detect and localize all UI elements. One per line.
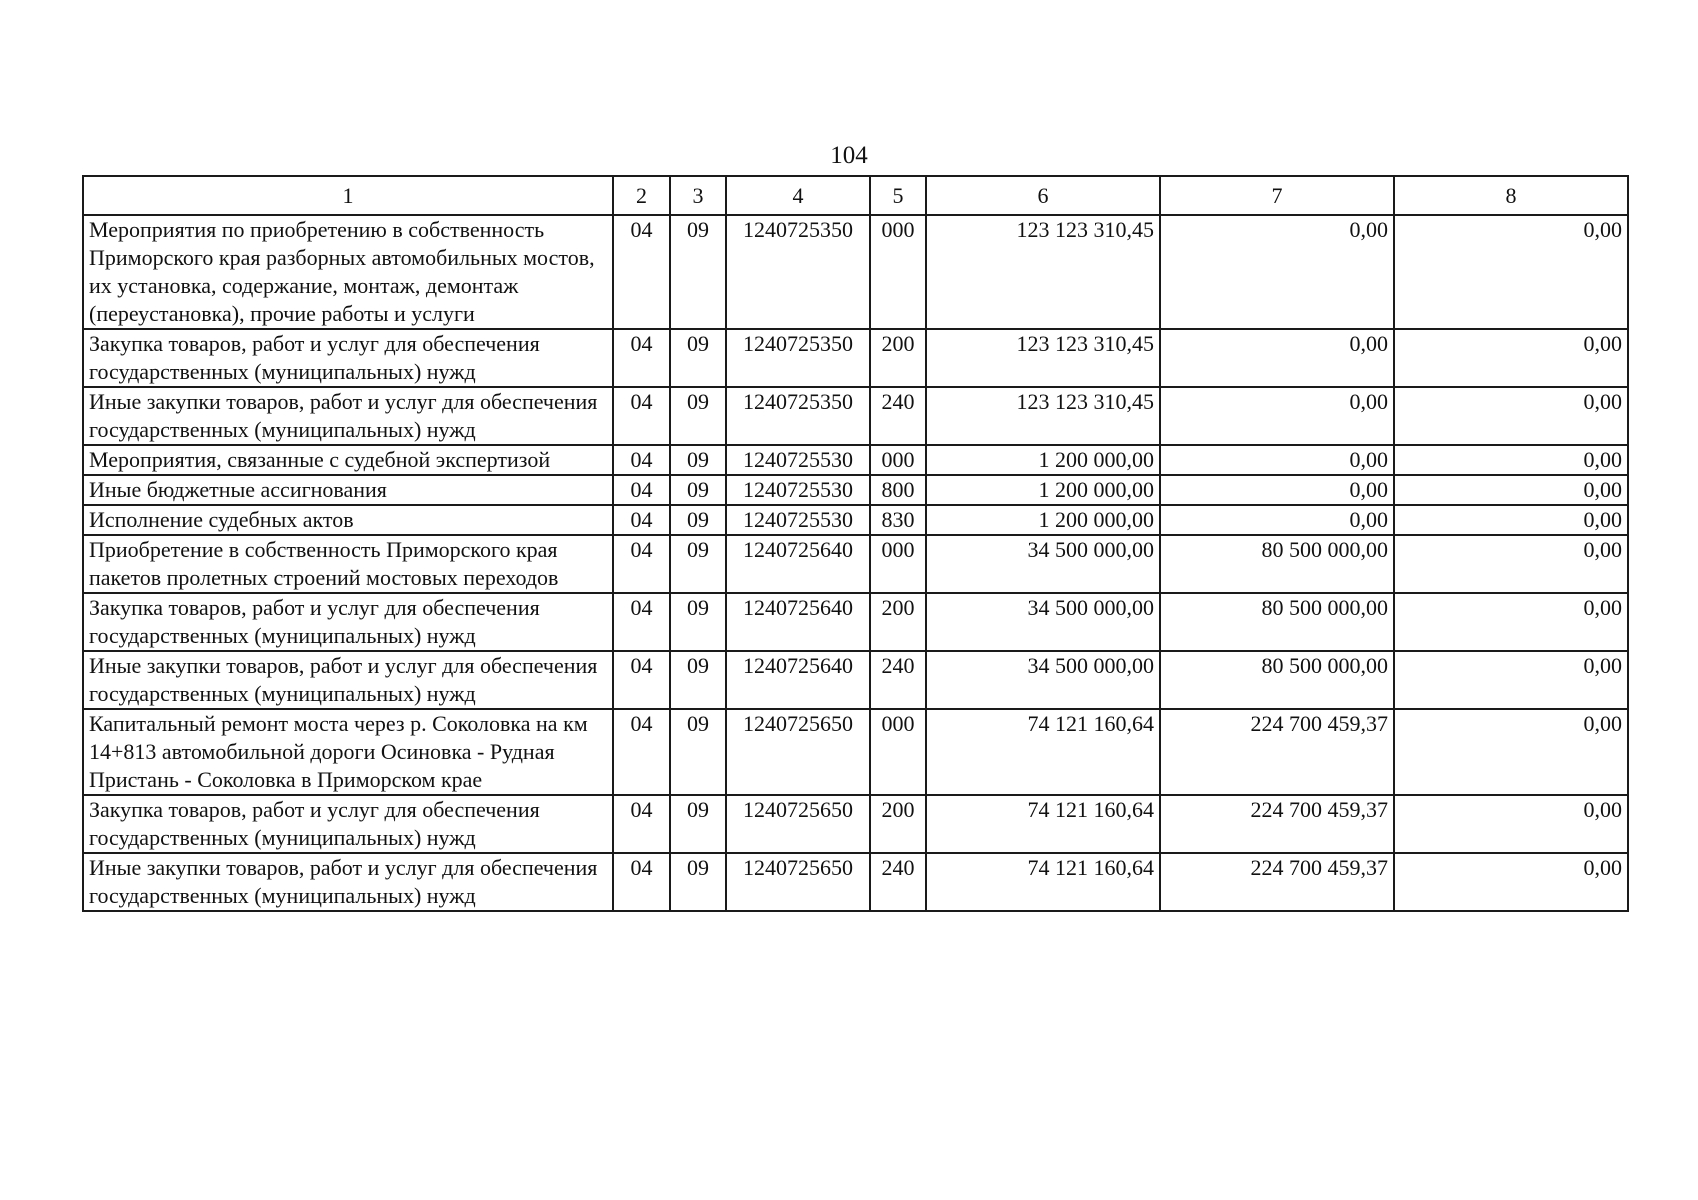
expense-type-cell: 200	[870, 329, 926, 387]
column-header-1: 1	[83, 176, 613, 215]
target-article-cell: 1240725530	[726, 475, 870, 505]
amount-col7-cell: 224 700 459,37	[1160, 709, 1394, 795]
section-code-cell: 04	[613, 505, 670, 535]
amount-col8-cell: 0,00	[1394, 505, 1628, 535]
target-article-cell: 1240725650	[726, 795, 870, 853]
section-code-cell: 04	[613, 475, 670, 505]
table-row	[83, 535, 1628, 593]
table-body	[83, 215, 1628, 911]
amount-col7-cell: 224 700 459,37	[1160, 853, 1394, 911]
column-header-2: 2	[613, 176, 670, 215]
section-code-cell: 04	[613, 709, 670, 795]
expense-type-cell: 830	[870, 505, 926, 535]
amount-col8-cell: 0,00	[1394, 215, 1628, 329]
section-code-cell: 04	[613, 445, 670, 475]
amount-col7-cell: 0,00	[1160, 215, 1394, 329]
table-row	[83, 215, 1628, 329]
column-header-7: 7	[1160, 176, 1394, 215]
row-name-cell: Закупка товаров, работ и услуг для обеспечения государственных (муниципальных) нужд	[83, 329, 613, 387]
section-code-cell: 04	[613, 651, 670, 709]
table-row	[83, 651, 1628, 709]
row-name-cell: Иные закупки товаров, работ и услуг для обеспечения государственных (муниципальных) нужд	[83, 651, 613, 709]
subsection-code-cell: 09	[670, 593, 726, 651]
amount-col7-cell: 0,00	[1160, 445, 1394, 475]
section-code-cell: 04	[613, 329, 670, 387]
expense-type-cell: 000	[870, 445, 926, 475]
amount-col8-cell: 0,00	[1394, 853, 1628, 911]
expense-type-cell: 200	[870, 795, 926, 853]
amount-col6-cell: 123 123 310,45	[926, 329, 1160, 387]
subsection-code-cell: 09	[670, 651, 726, 709]
table-row	[83, 329, 1628, 387]
header-row	[83, 176, 1628, 215]
amount-col8-cell: 0,00	[1394, 329, 1628, 387]
target-article-cell: 1240725530	[726, 445, 870, 475]
section-code-cell: 04	[613, 387, 670, 445]
amount-col6-cell: 34 500 000,00	[926, 593, 1160, 651]
amount-col7-cell: 0,00	[1160, 475, 1394, 505]
target-article-cell: 1240725650	[726, 709, 870, 795]
amount-col7-cell: 0,00	[1160, 505, 1394, 535]
amount-col6-cell: 74 121 160,64	[926, 853, 1160, 911]
table-row	[83, 445, 1628, 475]
budget-table	[82, 175, 1629, 912]
subsection-code-cell: 09	[670, 853, 726, 911]
amount-col6-cell: 74 121 160,64	[926, 795, 1160, 853]
table-row	[83, 475, 1628, 505]
subsection-code-cell: 09	[670, 329, 726, 387]
row-name-cell: Иные бюджетные ассигнования	[83, 475, 613, 505]
section-code-cell: 04	[613, 795, 670, 853]
target-article-cell: 1240725350	[726, 387, 870, 445]
amount-col7-cell: 80 500 000,00	[1160, 593, 1394, 651]
expense-type-cell: 240	[870, 853, 926, 911]
expense-type-cell: 000	[870, 709, 926, 795]
amount-col6-cell: 1 200 000,00	[926, 445, 1160, 475]
target-article-cell: 1240725350	[726, 329, 870, 387]
amount-col7-cell: 80 500 000,00	[1160, 651, 1394, 709]
amount-col8-cell: 0,00	[1394, 651, 1628, 709]
amount-col6-cell: 123 123 310,45	[926, 387, 1160, 445]
expense-type-cell: 240	[870, 387, 926, 445]
table-row	[83, 593, 1628, 651]
amount-col7-cell: 80 500 000,00	[1160, 535, 1394, 593]
subsection-code-cell: 09	[670, 709, 726, 795]
expense-type-cell: 000	[870, 215, 926, 329]
table-row	[83, 387, 1628, 445]
section-code-cell: 04	[613, 535, 670, 593]
section-code-cell: 04	[613, 853, 670, 911]
subsection-code-cell: 09	[670, 445, 726, 475]
row-name-cell: Закупка товаров, работ и услуг для обеспечения государственных (муниципальных) нужд	[83, 593, 613, 651]
table-row	[83, 795, 1628, 853]
amount-col6-cell: 74 121 160,64	[926, 709, 1160, 795]
target-article-cell: 1240725640	[726, 651, 870, 709]
table-row	[83, 853, 1628, 911]
section-code-cell: 04	[613, 593, 670, 651]
expense-type-cell: 200	[870, 593, 926, 651]
target-article-cell: 1240725640	[726, 535, 870, 593]
amount-col8-cell: 0,00	[1394, 445, 1628, 475]
amount-col8-cell: 0,00	[1394, 795, 1628, 853]
row-name-cell: Мероприятия, связанные с судебной экспертизой	[83, 445, 613, 475]
amount-col6-cell: 34 500 000,00	[926, 651, 1160, 709]
expense-type-cell: 240	[870, 651, 926, 709]
target-article-cell: 1240725530	[726, 505, 870, 535]
row-name-cell: Капитальный ремонт моста через р. Соколовка на км 14+813 автомобильной дороги Осиновка - Рудная Пристань - Соколовка в Приморском крае	[83, 709, 613, 795]
column-header-4: 4	[726, 176, 870, 215]
subsection-code-cell: 09	[670, 215, 726, 329]
row-name-cell: Исполнение судебных актов	[83, 505, 613, 535]
column-header-8: 8	[1394, 176, 1628, 215]
page-number: 104	[830, 142, 868, 169]
expense-type-cell: 000	[870, 535, 926, 593]
amount-col6-cell: 1 200 000,00	[926, 475, 1160, 505]
table-row	[83, 505, 1628, 535]
amount-col8-cell: 0,00	[1394, 475, 1628, 505]
amount-col6-cell: 34 500 000,00	[926, 535, 1160, 593]
target-article-cell: 1240725650	[726, 853, 870, 911]
target-article-cell: 1240725350	[726, 215, 870, 329]
amount-col7-cell: 0,00	[1160, 387, 1394, 445]
subsection-code-cell: 09	[670, 535, 726, 593]
row-name-cell: Закупка товаров, работ и услуг для обеспечения государственных (муниципальных) нужд	[83, 795, 613, 853]
amount-col8-cell: 0,00	[1394, 709, 1628, 795]
amount-col8-cell: 0,00	[1394, 387, 1628, 445]
target-article-cell: 1240725640	[726, 593, 870, 651]
column-header-3: 3	[670, 176, 726, 215]
amount-col8-cell: 0,00	[1394, 593, 1628, 651]
row-name-cell: Мероприятия по приобретению в собственность Приморского края разборных автомобильных мостов, их установка, содержание, монтаж, демонтаж (переустановка), прочие работы и услуги	[83, 215, 613, 329]
row-name-cell: Иные закупки товаров, работ и услуг для обеспечения государственных (муниципальных) нужд	[83, 853, 613, 911]
column-header-6: 6	[926, 176, 1160, 215]
amount-col6-cell: 1 200 000,00	[926, 505, 1160, 535]
amount-col6-cell: 123 123 310,45	[926, 215, 1160, 329]
amount-col7-cell: 224 700 459,37	[1160, 795, 1394, 853]
amount-col8-cell: 0,00	[1394, 535, 1628, 593]
table-row	[83, 709, 1628, 795]
subsection-code-cell: 09	[670, 795, 726, 853]
column-header-5: 5	[870, 176, 926, 215]
subsection-code-cell: 09	[670, 475, 726, 505]
subsection-code-cell: 09	[670, 387, 726, 445]
subsection-code-cell: 09	[670, 505, 726, 535]
expense-type-cell: 800	[870, 475, 926, 505]
amount-col7-cell: 0,00	[1160, 329, 1394, 387]
section-code-cell: 04	[613, 215, 670, 329]
row-name-cell: Приобретение в собственность Приморского края пакетов пролетных строений мостовых переходов	[83, 535, 613, 593]
row-name-cell: Иные закупки товаров, работ и услуг для обеспечения государственных (муниципальных) нужд	[83, 387, 613, 445]
